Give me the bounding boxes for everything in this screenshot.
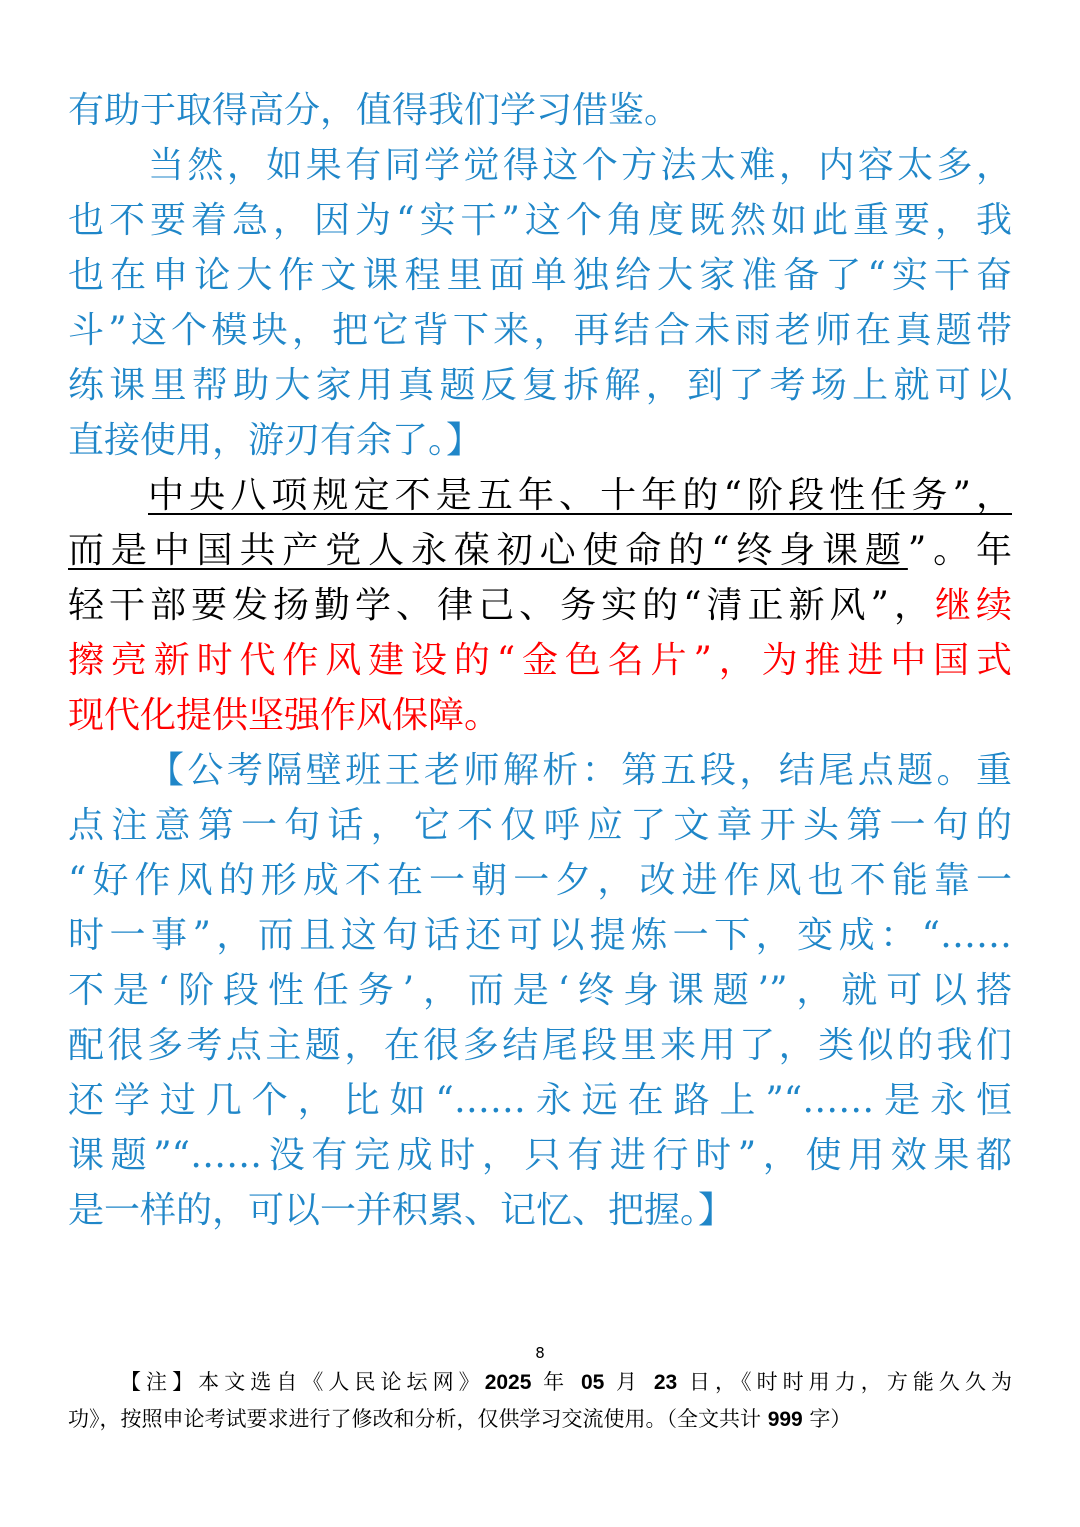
text-line: 【公考隔壁班王老师解析：第五段，结尾点题。重 <box>148 750 1012 791</box>
text-line: 配很多考点主题，在很多结尾段里来用了，类似的我们 <box>68 1025 1012 1066</box>
text-line <box>148 467 1012 525</box>
text-line: 斗”这个模块，把它背下来，再结合未雨老师在真题带 <box>68 310 1012 351</box>
underlined-text: 中央八项规定不是五年、十年的“阶段性任务”， <box>148 475 1012 516</box>
text-line: 还学过几个，比如“……永远在路上”“……是永恒 <box>68 1080 1012 1121</box>
text-line: “好作风的形成不在一朝一夕，改进作风也不能靠一 <box>68 860 1012 901</box>
text-line <box>68 577 1012 635</box>
text-line: 当然，如果有同学觉得这个方法太难，内容太多， <box>148 145 1012 186</box>
text-line: 课题”“……没有完成时，只有进行时”，使用效果都 <box>68 1135 1012 1176</box>
footnote-line: 【注】本文选自《人民论坛网》2025 年 05 月 23 日，《时时用力，方能久久为 <box>120 1370 1012 1394</box>
text-line: 点注意第一句话，它不仅呼应了文章开头第一句的 <box>68 805 1012 846</box>
page-number: 8 <box>535 1344 545 1362</box>
text-line: 时一事”，而且这句话还可以提炼一下，变成：“…… <box>68 915 1012 956</box>
text-line <box>68 522 1012 580</box>
text-line: 也在申论大作文课程里面单独给大家准备了“实干奋 <box>68 255 1012 296</box>
text-line: 也不要着急，因为“实干”这个角度既然如此重要，我 <box>68 200 1012 241</box>
text-line: 有助于取得高分，值得我们学习借鉴。 <box>68 90 681 131</box>
text-line: 练课里帮助大家用真题反复拆解，到了考场上就可以 <box>68 365 1012 406</box>
highlight-text: 继续 <box>934 585 1012 626</box>
text-line: 不是‘阶段性任务’，而是‘终身课题’”，就可以搭 <box>68 970 1012 1011</box>
text-line: 是一样的，可以一并积累、记忆、把握。】 <box>68 1190 735 1231</box>
highlight-line: 擦亮新时代作风建设的“金色名片”，为推进中国式 <box>68 640 1012 681</box>
underlined-text: 而是中国共产党人永葆初心使命的“终身课题 <box>68 530 908 571</box>
highlight-line: 现代化提供坚强作风保障。 <box>68 695 501 736</box>
text-span: ”。年 <box>907 530 1012 571</box>
text-span: 轻干部要发扬勤学、律己、务实的“清正新风”， <box>68 585 935 626</box>
text-line: 直接使用，游刃有余了。】 <box>68 420 483 461</box>
footnote-line: 功》，按照申论考试要求进行了修改和分析，仅供学习交流使用。（全文共计 999 字） <box>68 1407 852 1431</box>
